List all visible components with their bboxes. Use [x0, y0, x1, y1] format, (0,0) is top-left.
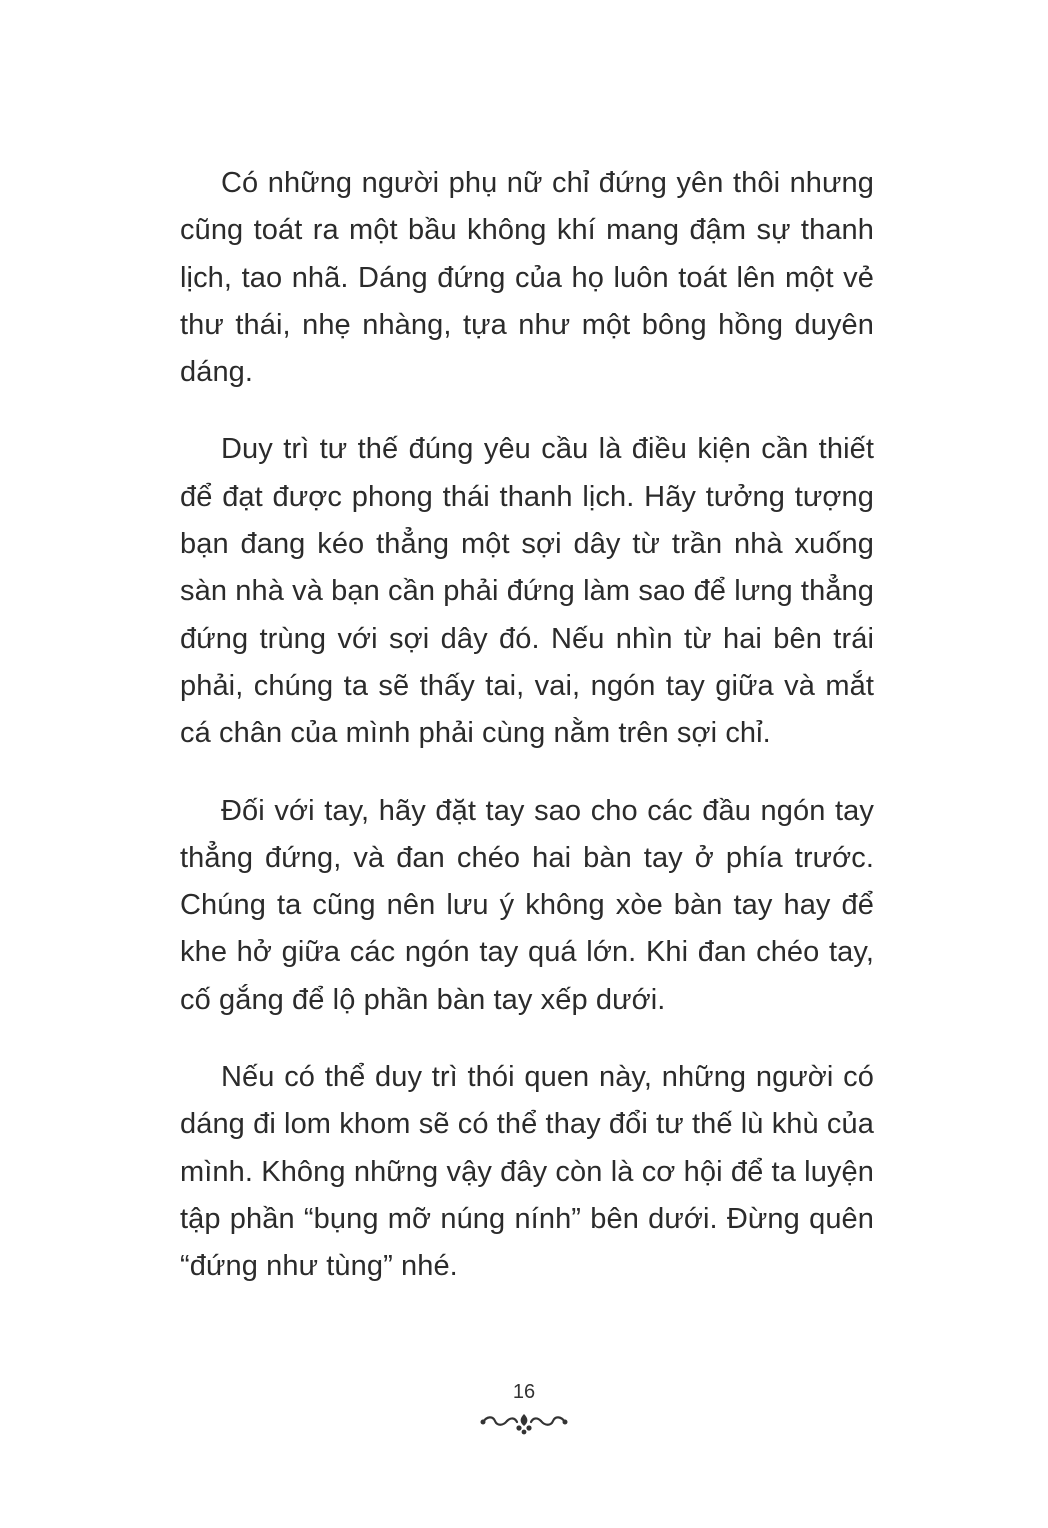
- paragraph-1: Có những người phụ nữ chỉ đứng yên thôi nhưng cũng toát ra một bầu không khí mang đậm sự thanh lịch, tao nhã. Dáng đứng của họ luôn toát lên một vẻ thư thái, nhẹ nhàng, tựa như một bông hồng duyên dáng.: [180, 167, 874, 389]
- page-body: [180, 160, 874, 1321]
- page-footer: [0, 1380, 1048, 1438]
- floral-ornament-icon: [479, 1408, 569, 1438]
- paragraph-3: Đối với tay, hãy đặt tay sao cho các đầu ngón tay thẳng đứng, và đan chéo hai bàn tay ở phía trước. Chúng ta cũng nên lưu ý không xòe bàn tay hay để khe hở giữa các ngón tay quá lớn. Khi đan chéo tay, cố gắng để lộ phần bàn tay xếp dưới.: [180, 794, 874, 1016]
- paragraph-2: Duy trì tư thế đúng yêu cầu là điều kiện cần thiết để đạt được phong thái thanh lịch. Hãy tưởng tượng bạn đang kéo thẳng một sợi dây từ trần nhà xuống sàn nhà và bạn cần phải đứng làm sao để lưng thẳng đứng trùng với sợi dây đó. Nếu nhìn từ hai bên trái phải, chúng ta sẽ thấy tai, vai, ngón tay giữa và mắt cá chân của mình phải cùng nằm trên sợi chỉ.: [180, 433, 874, 750]
- page-number: 16: [512, 1381, 536, 1403]
- paragraph-4: Nếu có thể duy trì thói quen này, những người có dáng đi lom khom sẽ có thể thay đổi tư thế lù khù của mình. Không những vậy đây còn là cơ hội để ta luyện tập phần “bụng mỡ núng nính” bên dưới. Đừng quên “đứng như tùng” nhé.: [180, 1061, 874, 1283]
